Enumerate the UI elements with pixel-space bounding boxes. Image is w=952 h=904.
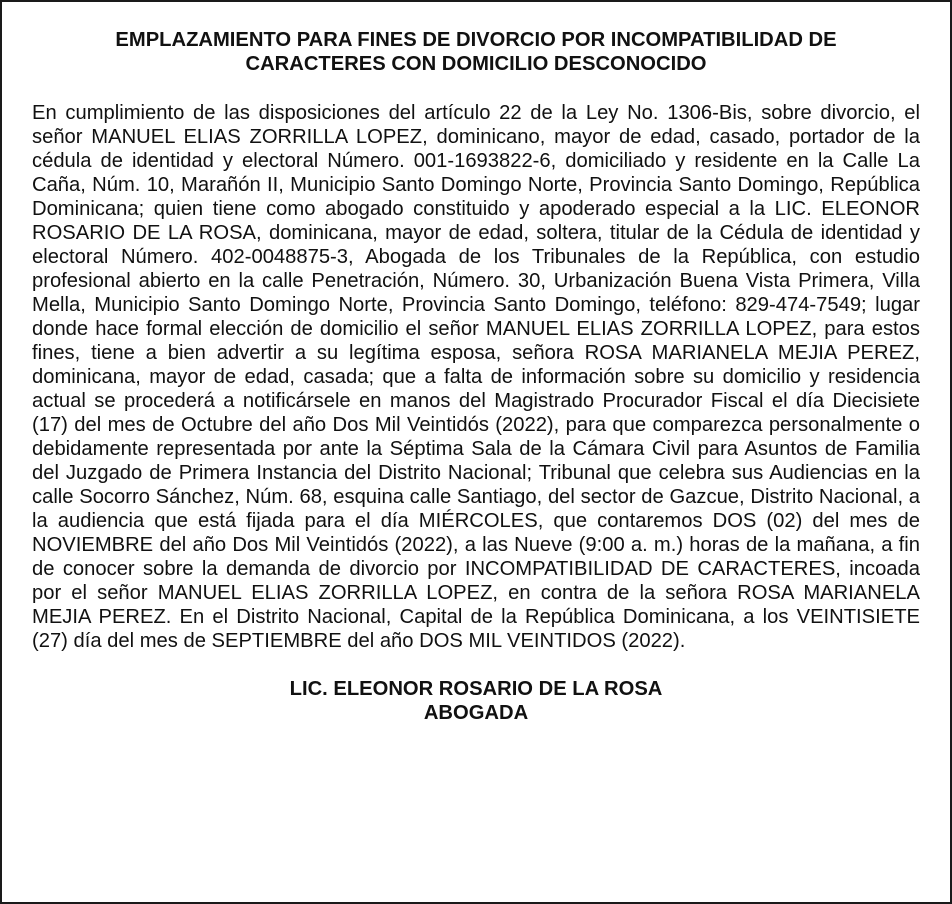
notice-title — [32, 28, 920, 76]
signature-role: ABOGADA — [423, 702, 529, 724]
signature-name: LIC. ELEONOR ROSARIO DE LA ROSA — [289, 678, 663, 700]
notice-title-line-2: CARACTERES CON DOMICILIO DESCONOCIDO — [245, 53, 707, 75]
notice-title-line-1: EMPLAZAMIENTO PARA FINES DE DIVORCIO POR INCOMPATIBILIDAD DE — [115, 29, 837, 51]
notice-body: En cumplimiento de las disposiciones del artículo 22 de la Ley No. 1306-Bis, sobre divorcio, el señor MANUEL ELIAS ZORRILLA LOPEZ, dominicano, mayor de edad, casado, portador de la cédula de identidad y electoral Número. 001-1693822-6, domiciliado y residente en la Calle La Caña, Núm. 10, Marañón II, Municipio Santo Domingo Norte, Provincia Santo Domingo, República Dominicana; quien tiene como abogado constituido y apoderado especial a la LIC. ELEONOR ROSARIO DE LA ROSA, dominicana, mayor de edad, soltera, titular de la Cédula de identidad y electoral Número. 402-0048875-3, Abogada de los Tribunales de la República, con estudio profesional abierto en la calle Penetración, Número. 30, Urbanización Buena Vista Primera, Villa Mella, Municipio Santo Domingo Norte, Provincia Santo Domingo, teléfono: 829-474-7549; lugar donde hace formal elección de domicilio el señor MANUEL ELIAS ZORRILLA LOPEZ, para estos fines, tiene a bien advertir a su legítima esposa, señora ROSA MARIANELA MEJIA PEREZ, dominicana, mayor de edad, casada; que a falta de información sobre su domicilio y residencia actual se procederá a notificársele en manos del Magistrado Procurador Fiscal el día Diecisiete (17) del mes de Octubre del año Dos Mil Veintidós (2022), para que comparezca personalmente o debidamente representada por ante la Séptima Sala de la Cámara Civil para Asuntos de Familia del Juzgado de Primera Instancia del Distrito Nacional; Tribunal que celebra sus Audiencias en la calle Socorro Sánchez, Núm. 68, esquina calle Santiago, del sector de Gazcue, Distrito Nacional, a la audiencia que está fijada para el día MIÉRCOLES, que contaremos DOS (02) del mes de NOVIEMBRE del año Dos Mil Veintidós (2022), a las Nueve (9:00 a. m.) horas de la mañana, a fin de conocer sobre la demanda de divorcio por INCOMPATIBILIDAD DE CARACTERES, incoada por el señor MANUEL ELIAS ZORRILLA LOPEZ, en contra de la señora ROSA MARIANELA MEJIA PEREZ. En el Distrito Nacional, Capital de la República Dominicana, a los VEINTISIETE (27) día del mes de SEPTIEMBRE del año DOS MIL VEINTIDOS (2022). — [32, 102, 920, 652]
signature-block — [32, 677, 920, 725]
